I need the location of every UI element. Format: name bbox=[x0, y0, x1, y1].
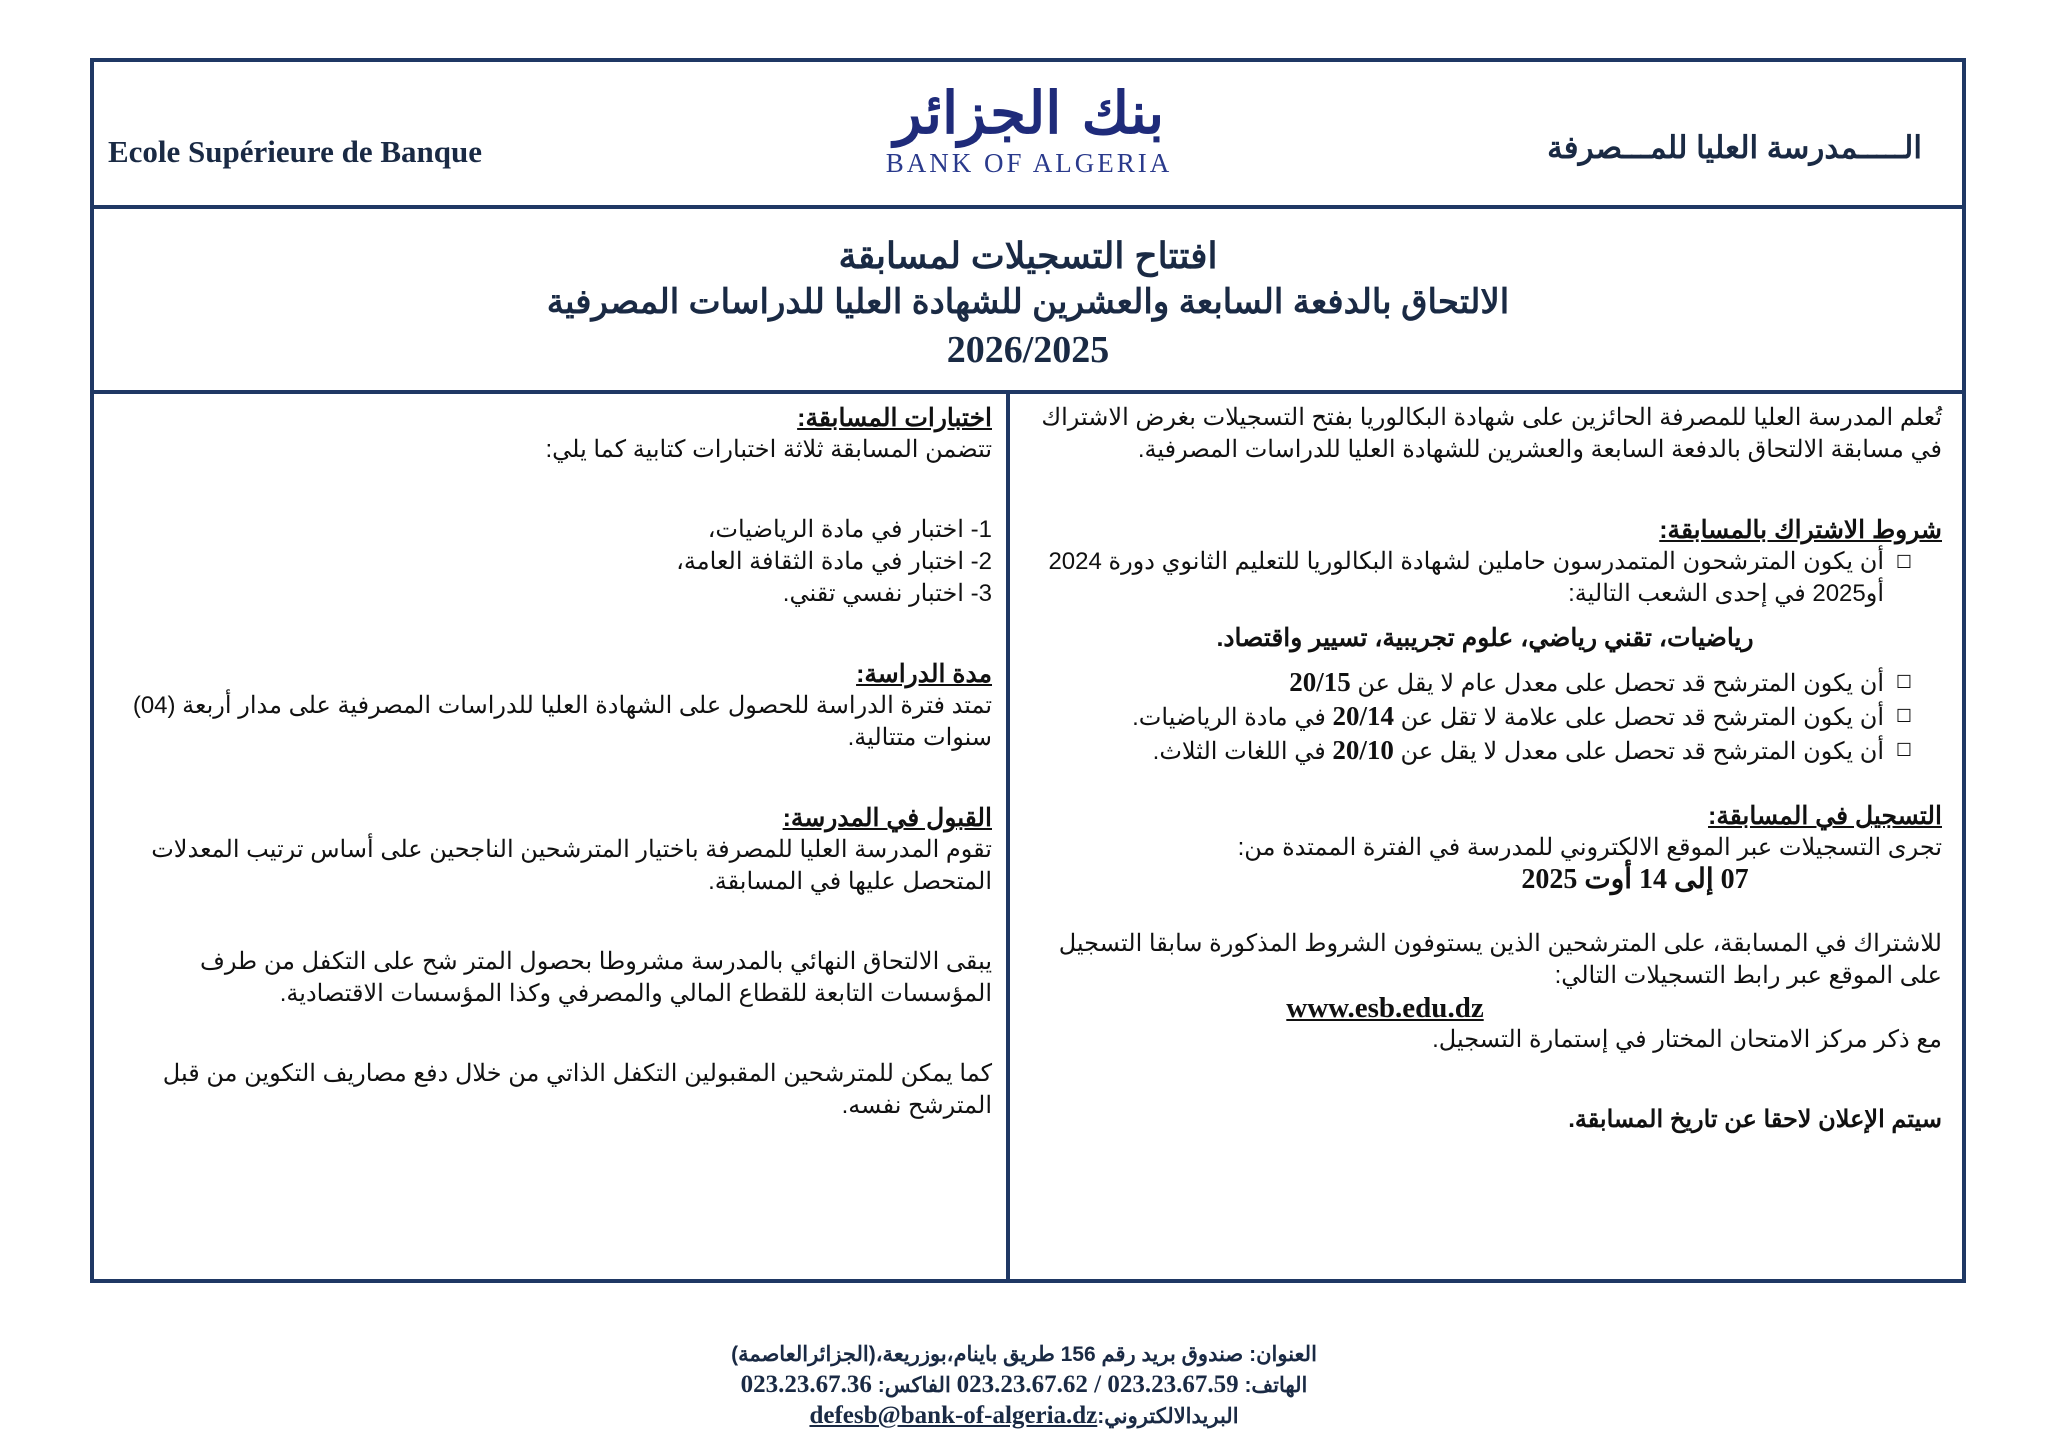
min-languages-value: 20/10 bbox=[1332, 735, 1394, 765]
checkbox-bullet-icon: ☐ bbox=[1895, 672, 1912, 692]
min-math-grade-value: 20/14 bbox=[1332, 701, 1394, 731]
footer-phones: الهاتف: 023.23.67.62 / 023.23.67.59 الفاكس: 023.23.67.36 bbox=[740, 1371, 1308, 1398]
right-column bbox=[1028, 394, 1942, 1136]
participation-text: للاشتراك في المسابقة، على المترشحين الذين يستوفون الشروط المذكورة سابقا التسجيل على الموقع عبر رابط التسجيلات التالي: bbox=[1058, 930, 1942, 989]
website-link[interactable]: www.esb.edu.dz bbox=[1286, 992, 1484, 1024]
title-line-1: افتتاح التسجيلات لمسابقة bbox=[838, 235, 1218, 276]
bank-of-algeria-logo bbox=[854, 78, 1204, 198]
exam-center-note: مع ذكر مركز الامتحان المختار في إستمارة التسجيل. bbox=[1432, 1026, 1942, 1053]
condition-item: ☐ أن يكون المترشح قد تحصل على معدل عام لا يقل عن 20/15 bbox=[1289, 667, 1912, 697]
footer-contact bbox=[0, 1340, 2048, 1432]
footer-address: العنوان: صندوق بريد رقم 156 طريق باينام،بوزريعة،(الجزائرالعاصمة) bbox=[731, 1343, 1317, 1366]
eligible-branches: رياضيات، تقني رياضي، علوم تجريبية، تسيير واقتصاد. bbox=[1216, 624, 1754, 652]
phone-numbers: 023.23.67.62 / 023.23.67.59 bbox=[956, 1371, 1239, 1398]
title-year: 2026/2025 bbox=[946, 329, 1110, 371]
conditions-title: شروط الاشتراك بالمسابقة: bbox=[1659, 516, 1942, 544]
registration-text: تجرى التسجيلات عبر الموقع الالكتروني للمدرسة في الفترة الممتدة من: bbox=[1237, 834, 1942, 861]
logo-english-text: BANK OF ALGERIA bbox=[885, 148, 1173, 178]
school-name-ar: الـــــمدرسة العليا للمـــصرفة bbox=[1547, 130, 1922, 165]
registration-dates: 07 إلى 14 أوت 2025 bbox=[1521, 864, 1749, 895]
fax-number: 023.23.67.36 bbox=[740, 1371, 872, 1398]
column-divider bbox=[1006, 394, 1010, 1279]
checkbox-bullet-icon: ☐ bbox=[1895, 706, 1912, 726]
registration-title: التسجيل في المسابقة: bbox=[1708, 802, 1942, 830]
min-average-value: 20/15 bbox=[1289, 667, 1351, 697]
announcement-note: سيتم الإعلان لاحقا عن تاريخ المسابقة. bbox=[1568, 1106, 1942, 1133]
condition-item: ☐ أن يكون المترشح قد تحصل على علامة لا تقل عن 20/14 في مادة الرياضيات. bbox=[1132, 701, 1912, 731]
footer-email: البريدالالكتروني:defesb@bank-of-algeria.dz bbox=[809, 1402, 1239, 1429]
admission-title: القبول في المدرسة: bbox=[782, 804, 992, 832]
final-admission-text: يبقى الالتحاق النهائي بالمدرسة مشروطا بحصول المتر شح على التكفل من طرف المؤسسات التابعة للقطاع المالي والمصرفي وكذا المؤسسات الاقتصادية. bbox=[199, 948, 992, 1007]
content-columns bbox=[94, 394, 1962, 1279]
title-block bbox=[94, 209, 1962, 394]
condition-item: ☐ أن يكون المترشحون المتمدرسون حاملين لشهادة البكالوريا للتعليم الثانوي دورة 2024 أو2025 في إحدى الشعب التالية: bbox=[1048, 548, 1912, 607]
intro-paragraph: تُعلم المدرسة العليا للمصرفة الحائزين على شهادة البكالوريا بفتح التسجيلات بغرض الاشتراك في مسابقة الالتحاق بالدفعة السابعة والعشرين للشهادة العليا للدراسات المصرفية. bbox=[1041, 404, 1942, 463]
test-item: 3- اختبار نفسي تقني. bbox=[782, 580, 992, 607]
admission-text: تقوم المدرسة العليا للمصرفة باختيار المترشحين الناجحين على أساس ترتيب المعدلات المتحصل عليها في المسابقة. bbox=[151, 836, 992, 895]
conditions-list-2 bbox=[1028, 666, 1942, 768]
tests-title: اختبارات المسابقة: bbox=[797, 404, 992, 432]
left-column bbox=[114, 394, 992, 1122]
duration-text: تمتد فترة الدراسة للحصول على الشهادة العليا للدراسات المصرفية على مدار أربعة (04) سنوات متتالية. bbox=[132, 692, 992, 751]
school-name-fr: Ecole Supérieure de Banque bbox=[108, 134, 483, 169]
conditions-list bbox=[1028, 546, 1942, 610]
condition-item: ☐ أن يكون المترشح قد تحصل على معدل لا يقل عن 20/10 في اللغات الثلاث. bbox=[1152, 735, 1912, 765]
email-link[interactable]: defesb@bank-of-algeria.dz bbox=[809, 1402, 1098, 1429]
test-item: 2- اختبار في مادة الثقافة العامة، bbox=[676, 548, 992, 575]
header bbox=[94, 62, 1962, 209]
duration-title: مدة الدراسة: bbox=[856, 660, 992, 688]
tests-intro: تتضمن المسابقة ثلاثة اختبارات كتابية كما يلي: bbox=[545, 436, 992, 463]
checkbox-bullet-icon: ☐ bbox=[1895, 552, 1912, 572]
announcement-frame bbox=[90, 58, 1966, 1283]
title-line-2: الالتحاق بالدفعة السابعة والعشرين للشهادة العليا للدراسات المصرفية bbox=[546, 283, 1510, 321]
test-item: 1- اختبار في مادة الرياضيات، bbox=[707, 516, 992, 543]
self-funding-text: كما يمكن للمترشحين المقبولين التكفل الذاتي من خلال دفع مصاريف التكوين من قبل المترشح نفسه. bbox=[162, 1060, 992, 1119]
logo-arabic-text: بنك الجزائر bbox=[893, 79, 1165, 147]
checkbox-bullet-icon: ☐ bbox=[1895, 740, 1912, 760]
